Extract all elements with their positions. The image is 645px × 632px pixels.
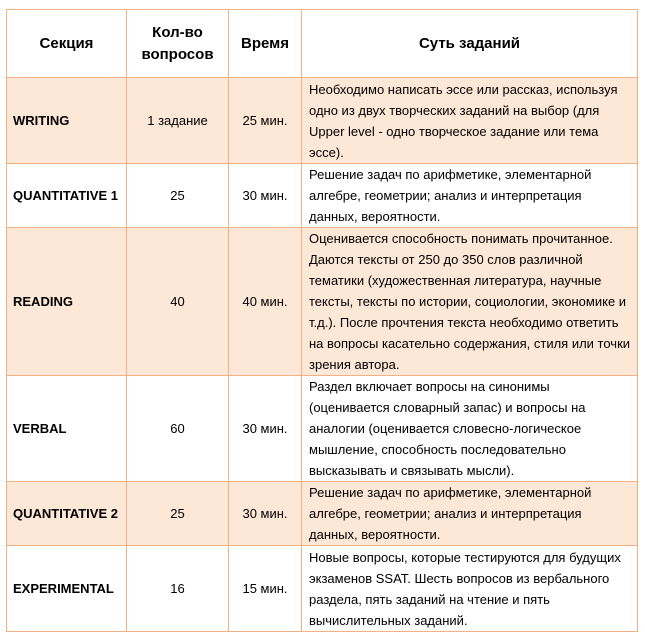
header-section: Секция: [7, 10, 127, 78]
row-time: 30 мин.: [229, 376, 302, 482]
row-time: 15 мин.: [229, 546, 302, 632]
row-count: 16: [127, 546, 229, 632]
row-description: Оценивается способность понимать прочитанное. Даются тексты от 250 до 350 слов различной тематики (художественная литература, научные тексты, тексты по истории, социологии, экономике и т.д.). После прочтения текста необходимо ответить на вопросы касательно содержания, стиля или точки зрения автора.: [302, 228, 638, 376]
table-row-verbal: [7, 376, 638, 482]
row-description: Необходимо написать эссе или рассказ, используя одно из двух творческих заданий на выбор (для Upper level - одно творческое задание или тема эссе).: [302, 78, 638, 164]
table-row-experimental: [7, 546, 638, 632]
row-description: Новые вопросы, которые тестируются для будущих экзаменов SSAT. Шесть вопросов из вербального раздела, пять заданий на чтение и пять вычислительных заданий.: [302, 546, 638, 632]
header-essence: Суть заданий: [302, 10, 638, 78]
row-section: VERBAL: [7, 376, 127, 482]
row-count: 25: [127, 164, 229, 228]
row-time: 40 мин.: [229, 228, 302, 376]
row-section: QUANTITATIVE 1: [7, 164, 127, 228]
row-count: 1 задание: [127, 78, 229, 164]
row-section: QUANTITATIVE 2: [7, 482, 127, 546]
header-row: [7, 10, 638, 78]
table-row-reading: [7, 228, 638, 376]
row-count: 60: [127, 376, 229, 482]
row-section: WRITING: [7, 78, 127, 164]
row-count: 40: [127, 228, 229, 376]
row-description: Решение задач по арифметике, элементарной алгебре, геометрии; анализ и интерпретация данных, вероятности.: [302, 482, 638, 546]
row-time: 30 мин.: [229, 482, 302, 546]
row-time: 30 мин.: [229, 164, 302, 228]
row-description: Решение задач по арифметике, элементарной алгебре, геометрии; анализ и интерпретация данных, вероятности.: [302, 164, 638, 228]
row-description: Раздел включает вопросы на синонимы (оценивается словарный запас) и вопросы на аналогии (оценивается словесно-логическое мышление, способность последовательно высказывать и связывать мысли).: [302, 376, 638, 482]
table-row-writing: [7, 78, 638, 164]
header-time: Время: [229, 10, 302, 78]
table-row-quantitative-2: [7, 482, 638, 546]
row-section: READING: [7, 228, 127, 376]
header-count: Кол-во вопросов: [127, 10, 229, 78]
table-row-quantitative-1: [7, 164, 638, 228]
ssat-sections-table: [6, 9, 638, 632]
row-count: 25: [127, 482, 229, 546]
row-section: EXPERIMENTAL: [7, 546, 127, 632]
row-time: 25 мин.: [229, 78, 302, 164]
